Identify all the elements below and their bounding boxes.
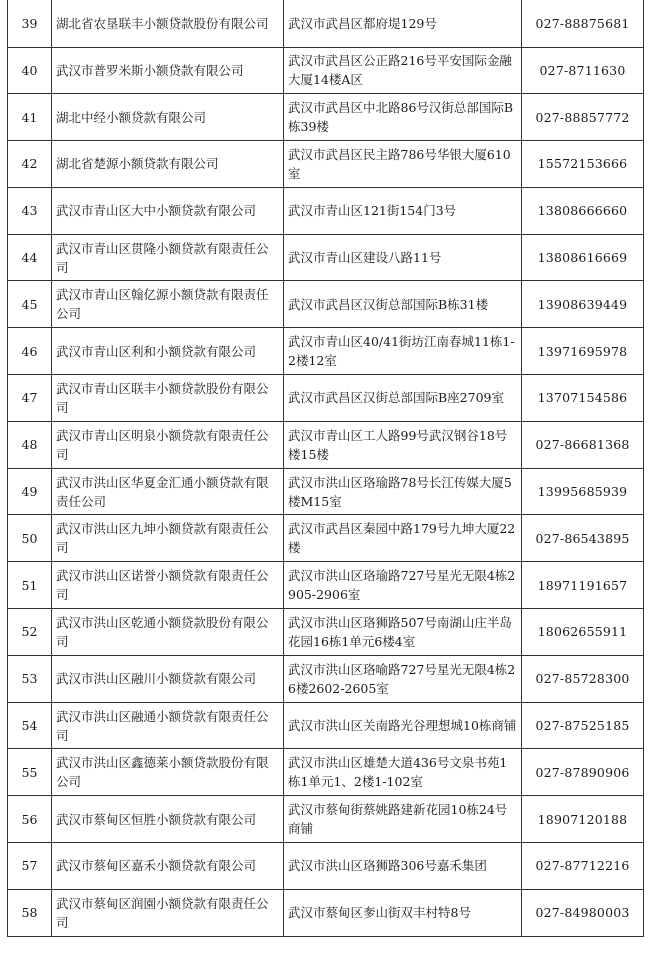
row-number: 51 <box>8 562 52 609</box>
company-name: 武汉市蔡甸区恒胜小额贷款有限公司 <box>52 796 284 843</box>
company-address: 武汉市武昌区中北路86号汉街总部国际B栋39楼 <box>284 94 522 141</box>
company-address: 武汉市洪山区关南路光谷理想城10栋商铺 <box>284 702 522 749</box>
company-address: 武汉市武昌区汉街总部国际B座2709室 <box>284 375 522 422</box>
company-address: 武汉市武昌区秦园中路179号九坤大厦22楼 <box>284 515 522 562</box>
company-name: 武汉市蔡甸区嘉禾小额贷款有限公司 <box>52 843 284 890</box>
row-number: 56 <box>8 796 52 843</box>
row-number: 41 <box>8 94 52 141</box>
company-name: 武汉市青山区联丰小额贷款股份有限公司 <box>52 375 284 422</box>
table-row <box>8 47 644 94</box>
company-name: 武汉市洪山区乾通小额贷款股份有限公司 <box>52 609 284 656</box>
table-row <box>8 515 644 562</box>
table-row <box>8 609 644 656</box>
company-phone: 027-8711630 <box>522 47 644 94</box>
company-name: 武汉市青山区翰亿源小额贷款有限责任公司 <box>52 281 284 328</box>
row-number: 53 <box>8 655 52 702</box>
company-address: 武汉市青山区121街154门3号 <box>284 187 522 234</box>
company-address: 武汉市蔡甸区奓山街双丰村特8号 <box>284 889 522 936</box>
table-row <box>8 702 644 749</box>
company-name: 武汉市普罗米斯小额贷款有限公司 <box>52 47 284 94</box>
company-name: 湖北中经小额贷款有限公司 <box>52 94 284 141</box>
company-address: 武汉市青山区建设八路11号 <box>284 234 522 281</box>
table-row <box>8 187 644 234</box>
table-row <box>8 421 644 468</box>
table-row <box>8 796 644 843</box>
company-address: 武汉市武昌区公正路216号平安国际金融大厦14楼A区 <box>284 47 522 94</box>
row-number: 44 <box>8 234 52 281</box>
table-row <box>8 375 644 422</box>
company-address: 武汉市蔡甸街蔡姚路建新花园10栋24号商铺 <box>284 796 522 843</box>
row-number: 47 <box>8 375 52 422</box>
company-address: 武汉市洪山区雄楚大道436号文泉书苑1栋1单元1、2楼1-102室 <box>284 749 522 796</box>
company-name: 武汉市洪山区华夏金汇通小额贷款有限责任公司 <box>52 468 284 515</box>
company-name: 武汉市青山区贯隆小额贷款有限责任公司 <box>52 234 284 281</box>
table-row <box>8 281 644 328</box>
company-name: 武汉市洪山区融通小额贷款有限责任公司 <box>52 702 284 749</box>
company-phone: 027-85728300 <box>522 655 644 702</box>
row-number: 39 <box>8 0 52 47</box>
company-phone: 15572153666 <box>522 141 644 188</box>
company-name: 武汉市洪山区九坤小额贷款有限责任公司 <box>52 515 284 562</box>
company-phone: 027-88857772 <box>522 94 644 141</box>
row-number: 48 <box>8 421 52 468</box>
row-number: 43 <box>8 187 52 234</box>
company-name: 武汉市洪山区鑫德莱小额贷款股份有限公司 <box>52 749 284 796</box>
lender-list-page <box>7 0 643 937</box>
table-row <box>8 749 644 796</box>
table-row <box>8 562 644 609</box>
company-phone: 18971191657 <box>522 562 644 609</box>
table-row <box>8 234 644 281</box>
company-phone: 027-88875681 <box>522 0 644 47</box>
company-name: 湖北省楚源小额贷款有限公司 <box>52 141 284 188</box>
company-name: 武汉市洪山区诺誉小额贷款有限责任公司 <box>52 562 284 609</box>
row-number: 45 <box>8 281 52 328</box>
company-phone: 18907120188 <box>522 796 644 843</box>
row-number: 57 <box>8 843 52 890</box>
table-row <box>8 141 644 188</box>
company-phone: 13995685939 <box>522 468 644 515</box>
company-phone: 027-87890906 <box>522 749 644 796</box>
company-name: 武汉市洪山区融川小额贷款有限公司 <box>52 655 284 702</box>
company-address: 武汉市洪山区珞喻路727号星光无限4栋26楼2602-2605室 <box>284 655 522 702</box>
company-phone: 13908639449 <box>522 281 644 328</box>
company-name: 武汉市青山区大中小额贷款有限公司 <box>52 187 284 234</box>
row-number: 49 <box>8 468 52 515</box>
lender-table <box>7 0 644 937</box>
company-address: 武汉市青山区工人路99号武汉钢谷18号楼15楼 <box>284 421 522 468</box>
company-phone: 027-86543895 <box>522 515 644 562</box>
table-row <box>8 0 644 47</box>
company-address: 武汉市洪山区珞狮路507号南湖山庄半岛花园16栋1单元6楼4室 <box>284 609 522 656</box>
table-row <box>8 889 644 936</box>
row-number: 40 <box>8 47 52 94</box>
table-row <box>8 94 644 141</box>
lender-table-body <box>8 0 644 936</box>
company-phone: 027-87712216 <box>522 843 644 890</box>
row-number: 50 <box>8 515 52 562</box>
company-address: 武汉市洪山区珞狮路306号嘉禾集团 <box>284 843 522 890</box>
table-row <box>8 468 644 515</box>
company-address: 武汉市青山区40/41街坊江南春城11栋1-2楼12室 <box>284 328 522 375</box>
row-number: 58 <box>8 889 52 936</box>
company-phone: 13707154586 <box>522 375 644 422</box>
company-phone: 13808666660 <box>522 187 644 234</box>
row-number: 54 <box>8 702 52 749</box>
company-name: 武汉市蔡甸区润園小额贷款有限责任公司 <box>52 889 284 936</box>
company-name: 武汉市青山区利和小额贷款有限公司 <box>52 328 284 375</box>
table-row <box>8 843 644 890</box>
row-number: 46 <box>8 328 52 375</box>
company-name: 武汉市青山区明泉小额贷款有限责任公司 <box>52 421 284 468</box>
company-address: 武汉市洪山区珞瑜路78号长江传媒大厦5楼M15室 <box>284 468 522 515</box>
company-phone: 027-86681368 <box>522 421 644 468</box>
table-row <box>8 655 644 702</box>
company-name: 湖北省农垦联丰小额贷款股份有限公司 <box>52 0 284 47</box>
row-number: 52 <box>8 609 52 656</box>
company-phone: 13971695978 <box>522 328 644 375</box>
company-address: 武汉市武昌区民主路786号华银大厦610室 <box>284 141 522 188</box>
company-phone: 027-87525185 <box>522 702 644 749</box>
row-number: 55 <box>8 749 52 796</box>
company-address: 武汉市武昌区汉街总部国际B栋31楼 <box>284 281 522 328</box>
company-address: 武汉市武昌区都府堤129号 <box>284 0 522 47</box>
company-address: 武汉市洪山区珞瑜路727号星光无限4栋2905-2906室 <box>284 562 522 609</box>
row-number: 42 <box>8 141 52 188</box>
company-phone: 18062655911 <box>522 609 644 656</box>
table-row <box>8 328 644 375</box>
company-phone: 13808616669 <box>522 234 644 281</box>
company-phone: 027-84980003 <box>522 889 644 936</box>
